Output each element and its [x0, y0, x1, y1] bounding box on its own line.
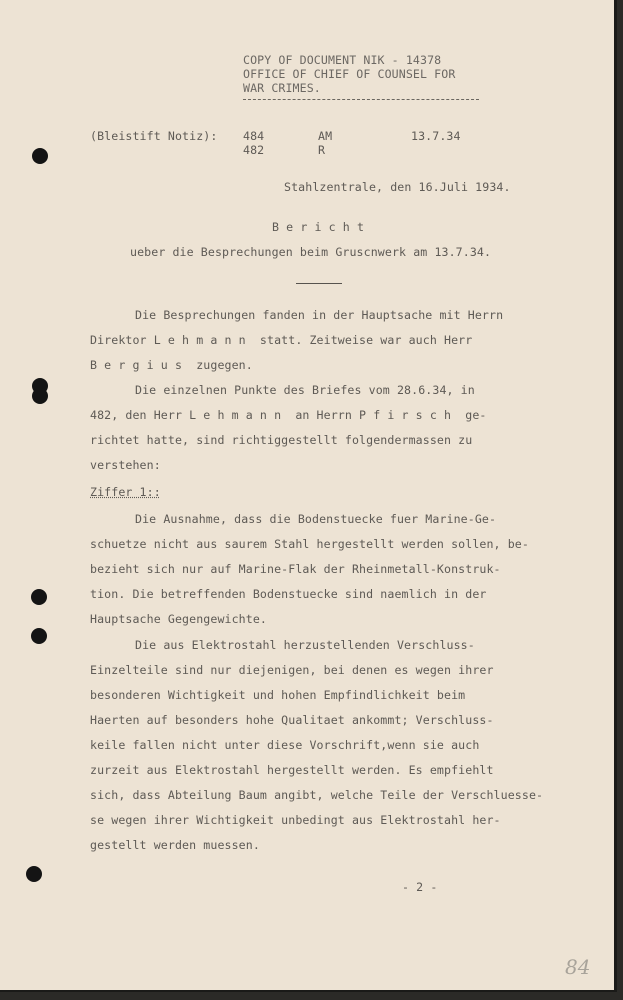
- section-heading: Ziffer 1::: [90, 485, 161, 499]
- body-line: zurzeit aus Elektrostahl hergestellt werden. Es empfiehlt: [90, 763, 494, 777]
- body-line: tion. Die betreffenden Bodenstuecke sind naemlich in der: [90, 587, 487, 601]
- place-date: Stahlzentrale, den 16.Juli 1934.: [284, 180, 511, 194]
- body-line: B e r g i u s zugegen.: [90, 358, 253, 372]
- body-line: 482, den Herr L e h m a n n an Herrn P f i r s c h ge-: [90, 408, 487, 422]
- body-line: se wegen ihrer Wichtigkeit unbedingt aus Elektrostahl her-: [90, 813, 501, 827]
- handwritten-page-mark: 84: [565, 955, 591, 979]
- body-line: besonderen Wichtigkeit und hohen Empfindlichkeit beim: [90, 688, 466, 702]
- punch-hole: [32, 148, 48, 164]
- body-line: Die einzelnen Punkte des Briefes vom 28.6.34, in: [135, 383, 475, 397]
- note-label: (Bleistift Notiz):: [90, 129, 218, 143]
- title-underline: [296, 283, 342, 284]
- body-line: Die Besprechungen fanden in der Hauptsache mit Herrn: [135, 308, 504, 322]
- report-title: B e r i c h t: [272, 220, 365, 234]
- note-date: 13.7.34: [411, 129, 461, 143]
- body-line: gestellt werden muessen.: [90, 838, 260, 852]
- punch-hole: [32, 388, 48, 404]
- page-number: - 2 -: [402, 880, 438, 894]
- body-line: verstehen:: [90, 458, 161, 472]
- body-line: Direktor L e h m a n n statt. Zeitweise war auch Herr: [90, 333, 473, 347]
- header-line-2: OFFICE OF CHIEF OF COUNSEL FOR: [243, 67, 456, 81]
- header-line-1: COPY OF DOCUMENT NIK - 14378: [243, 53, 442, 67]
- punch-hole: [26, 866, 42, 882]
- punch-hole: [31, 589, 47, 605]
- body-line: Die aus Elektrostahl herzustellenden Verschluss-: [135, 638, 475, 652]
- body-line: sich, dass Abteilung Baum angibt, welche Teile der Verschluesse-: [90, 788, 544, 802]
- body-line: Hauptsache Gegengewichte.: [90, 612, 268, 626]
- body-line: schuetze nicht aus saurem Stahl hergestellt werden sollen, be-: [90, 537, 529, 551]
- body-line: richtet hatte, sind richtiggestellt folgendermassen zu: [90, 433, 473, 447]
- body-line: keile fallen nicht unter diese Vorschrift,wenn sie auch: [90, 738, 480, 752]
- header-line-3: WAR CRIMES.: [243, 81, 321, 95]
- body-line: bezieht sich nur auf Marine-Flak der Rheinmetall-Konstruk-: [90, 562, 501, 576]
- note-code-2: R: [318, 143, 326, 157]
- note-number-1: 484: [243, 129, 265, 143]
- note-number-2: 482: [243, 143, 265, 157]
- header-rule: [243, 99, 479, 100]
- punch-hole: [31, 628, 47, 644]
- body-line: Einzelteile sind nur diejenigen, bei denen es wegen ihrer: [90, 663, 494, 677]
- note-code-1: AM: [318, 129, 333, 143]
- body-line: Haerten auf besonders hohe Qualitaet ankommt; Verschluss-: [90, 713, 494, 727]
- report-subtitle: ueber die Besprechungen beim Gruscnwerk am 13.7.34.: [130, 245, 492, 259]
- body-line: Die Ausnahme, dass die Bodenstuecke fuer Marine-Ge-: [135, 512, 497, 526]
